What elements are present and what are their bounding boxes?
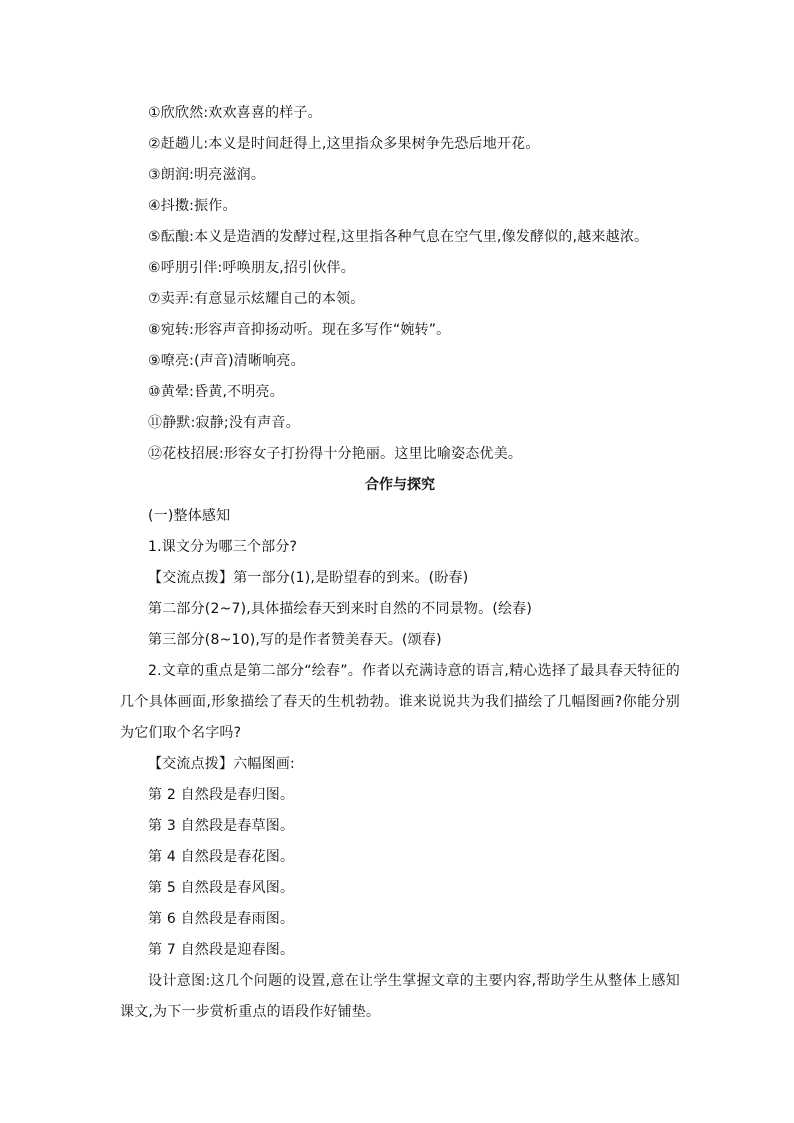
answer-2-intro: 【交流点拨】六幅图画: (148, 756, 295, 772)
annotation-6: ⑥呼朋引伴:呼唤朋友,招引伙伴。 (148, 260, 355, 276)
picture-item: 第 6 自然段是春雨图。 (148, 911, 295, 927)
picture-item: 第 3 自然段是春草图。 (148, 818, 295, 834)
picture-item: 第 2 自然段是春归图。 (148, 787, 295, 803)
annotation-4: ④抖擞:振作。 (148, 198, 237, 214)
design-intent: 设计意图:这几个问题的设置,意在让学生掌握文章的主要内容,帮助学生从整体上感知课文,为下一步赏析重点的语段作好铺垫。 (120, 973, 680, 1020)
answer-1-part-3: 第三部分(8~10),写的是作者赞美春天。(颂春) (148, 632, 442, 648)
picture-item: 第 4 自然段是春花图。 (148, 849, 295, 865)
question-2: 2.文章的重点是第二部分“绘春”。作者以充满诗意的语言,精心选择了最具春天特征的几个具体画面,形象描绘了春天的生机勃勃。谁来说说共为我们描绘了几幅图画?你能分别为它们取个名字吗? (120, 663, 680, 741)
annotation-1: ①欣欣然:欢欢喜喜的样子。 (148, 105, 322, 121)
annotation-11: ⑪静默:寂静;没有声音。 (148, 415, 300, 431)
annotation-9: ⑨嘹亮:(声音)清晰响亮。 (148, 353, 305, 369)
annotation-12: ⑫花枝招展:形容女子打扮得十分艳丽。这里比喻姿态优美。 (148, 446, 523, 462)
annotation-8: ⑧宛转:形容声音抑扬动听。现在多写作“婉转”。 (148, 322, 451, 338)
answer-1-part-2: 第二部分(2~7),具体描绘春天到来时自然的不同景物。(绘春) (148, 601, 533, 617)
annotation-5: ⑤酝酿:本义是造酒的发酵过程,这里指各种气息在空气里,像发酵似的,越来越浓。 (148, 229, 649, 245)
annotation-3: ③朗润:明亮滋润。 (148, 167, 266, 183)
section-title: 合作与探究 (365, 477, 435, 493)
picture-item: 第 5 自然段是春风图。 (148, 880, 295, 896)
subsection-title: (一)整体感知 (148, 508, 231, 524)
question-1: 1.课文分为哪三个部分? (148, 539, 298, 555)
answer-1-part-1: 【交流点拨】第一部分(1),是盼望春的到来。(盼春) (148, 570, 469, 586)
annotation-7: ⑦卖弄:有意显示炫耀自己的本领。 (148, 291, 365, 307)
annotation-2: ②赶趟儿:本义是时间赶得上,这里指众多果树争先恐后地开花。 (148, 136, 540, 152)
picture-item: 第 7 自然段是迎春图。 (148, 942, 295, 958)
document-content (120, 98, 680, 1028)
annotation-10: ⑩黄晕:昏黄,不明亮。 (148, 384, 284, 400)
